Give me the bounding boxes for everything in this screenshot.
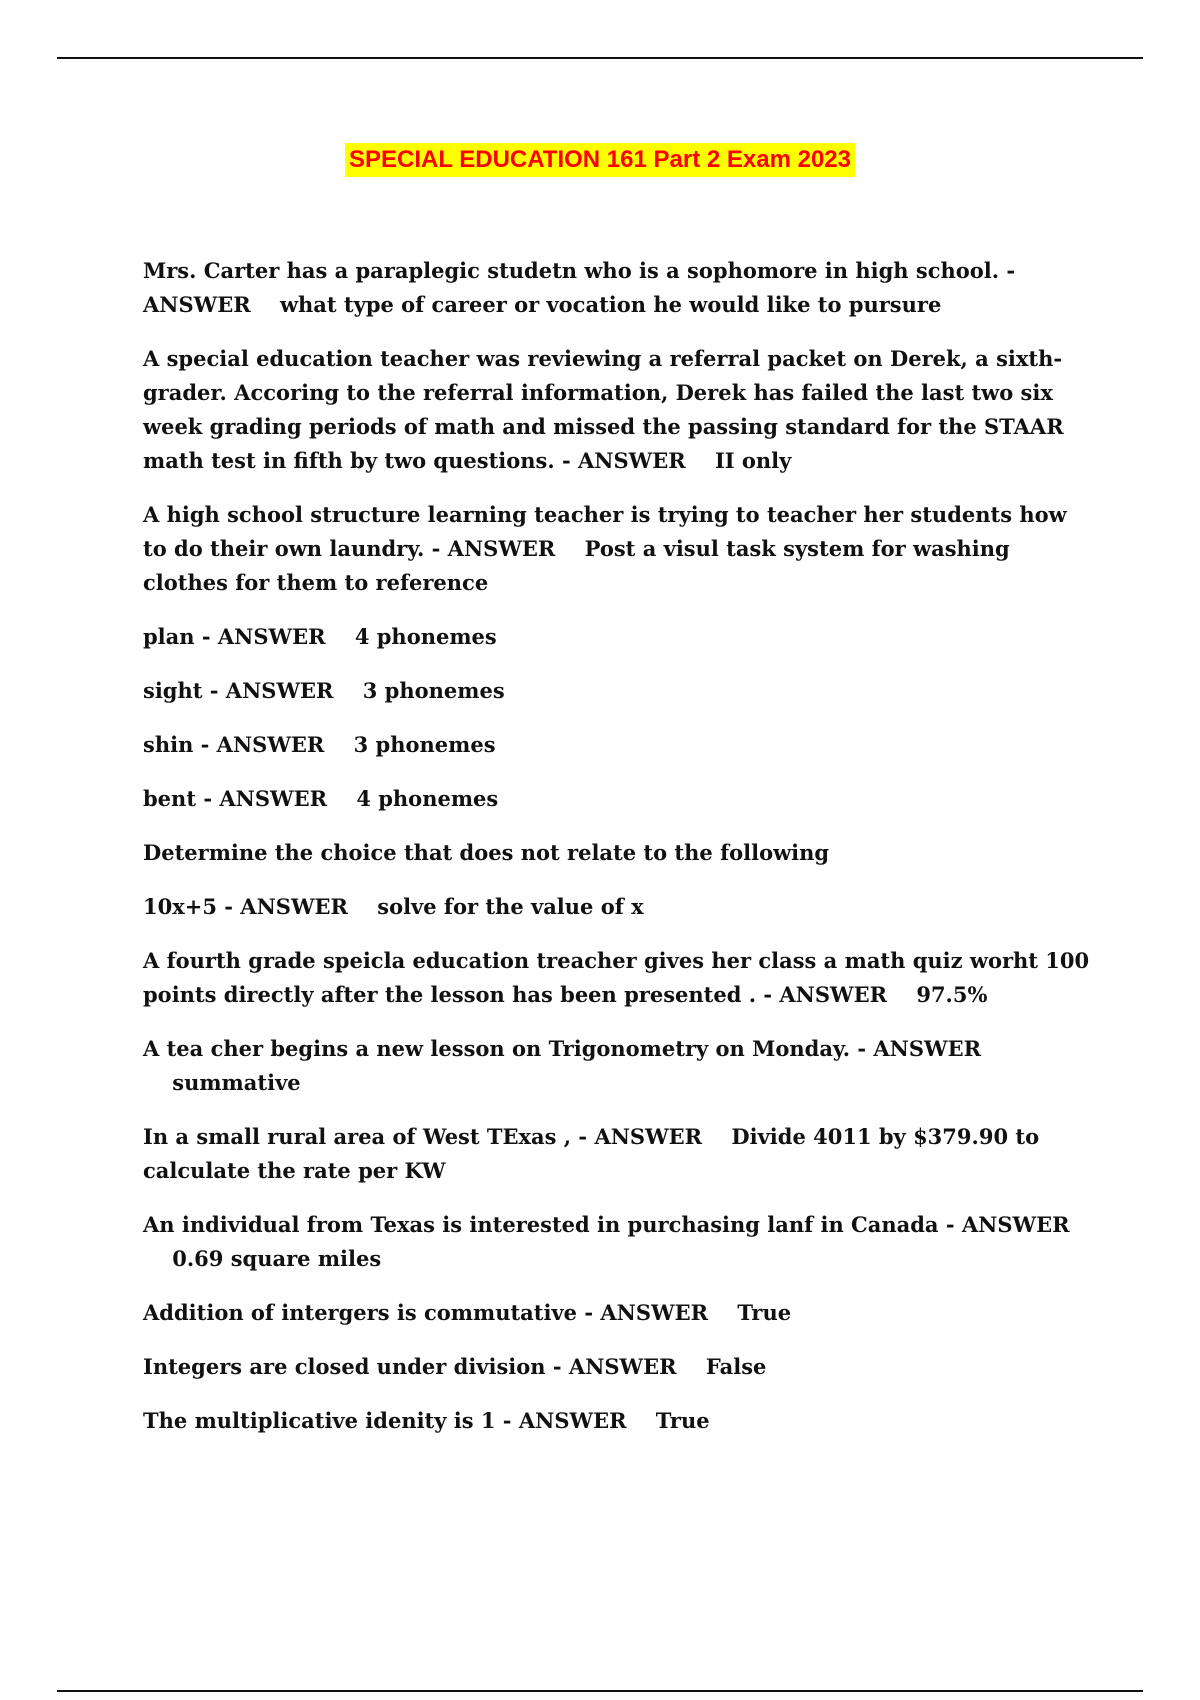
answer: False [705,1354,767,1379]
answer: 97.5% [916,982,988,1007]
question: bent - ANSWER [143,786,328,811]
answer: summative [172,1070,301,1095]
bottom-rule [57,1690,1143,1692]
question: Mrs. Carter has a paraplegic studetn who is a sophomore in high school. - ANSWER [143,258,1016,317]
qa-item [143,1350,1093,1384]
question: plan - ANSWER [143,624,326,649]
answer: 0.69 square miles [172,1246,382,1271]
document-title: SPECIAL EDUCATION 161 Part 2 Exam 2023 [345,143,855,177]
question: A fourth grade speicla education treacher gives her class a math quiz worht 100 points directly after the lesson has been presented . - ANSWER [143,948,1090,1007]
qa-item [143,620,1093,654]
answer: 3 phonemes [362,678,505,703]
qa-item [143,836,1093,870]
qa-item [143,498,1093,600]
qa-item [143,1296,1093,1330]
question: Integers are closed under division - ANSWER [143,1354,677,1379]
question: Addition of intergers is commutative - ANSWER [143,1300,709,1325]
answer: solve for the value of x [377,894,644,919]
qa-item [143,342,1093,478]
answer: II only [714,448,792,473]
qa-item [143,1120,1093,1188]
qa-item [143,782,1093,816]
qa-item [143,944,1093,1012]
answer: True [737,1300,792,1325]
qa-item [143,728,1093,762]
qa-item [143,1032,1093,1100]
question: shin - ANSWER [143,732,325,757]
question: 10x+5 - ANSWER [143,894,348,919]
qa-item [143,1404,1093,1438]
question: A high school structure learning teacher is trying to teacher her students how to do their own laundry. - ANSWER [143,502,1067,561]
question: sight - ANSWER [143,678,334,703]
qa-item [143,890,1093,924]
answer: Divide 4011 by $379.90 to calculate the rate per KW [143,1124,1040,1183]
answer: Post a visul task system for washing clothes for them to reference [143,536,1010,595]
question: A tea cher begins a new lesson on Trigonometry on Monday. - ANSWER [143,1036,982,1061]
question: The multiplicative idenity is 1 - ANSWER [143,1408,627,1433]
answer: 4 phonemes [356,786,499,811]
top-rule [57,57,1143,59]
question: A special education teacher was reviewing a referral packet on Derek, a sixth-grader. Accoring to the referral information, Derek has failed the last two six week grading periods of math and missed the passing standard for the STAAR math test in fifth by two questions. - ANSWER [143,346,1064,473]
question: In a small rural area of West TExas , - ANSWER [143,1124,703,1149]
answer: 4 phonemes [354,624,497,649]
question: Determine the choice that does not relate to the following [143,840,830,865]
qa-item [143,254,1093,322]
answer: True [655,1408,710,1433]
answer: what type of career or vocation he would like to pursure [279,292,942,317]
question: An individual from Texas is interested in purchasing lanf in Canada - ANSWER [143,1212,1070,1237]
title-wrap [0,143,1200,177]
answer: 3 phonemes [353,732,496,757]
qa-item [143,1208,1093,1276]
qa-list [143,254,1093,1458]
qa-item [143,674,1093,708]
